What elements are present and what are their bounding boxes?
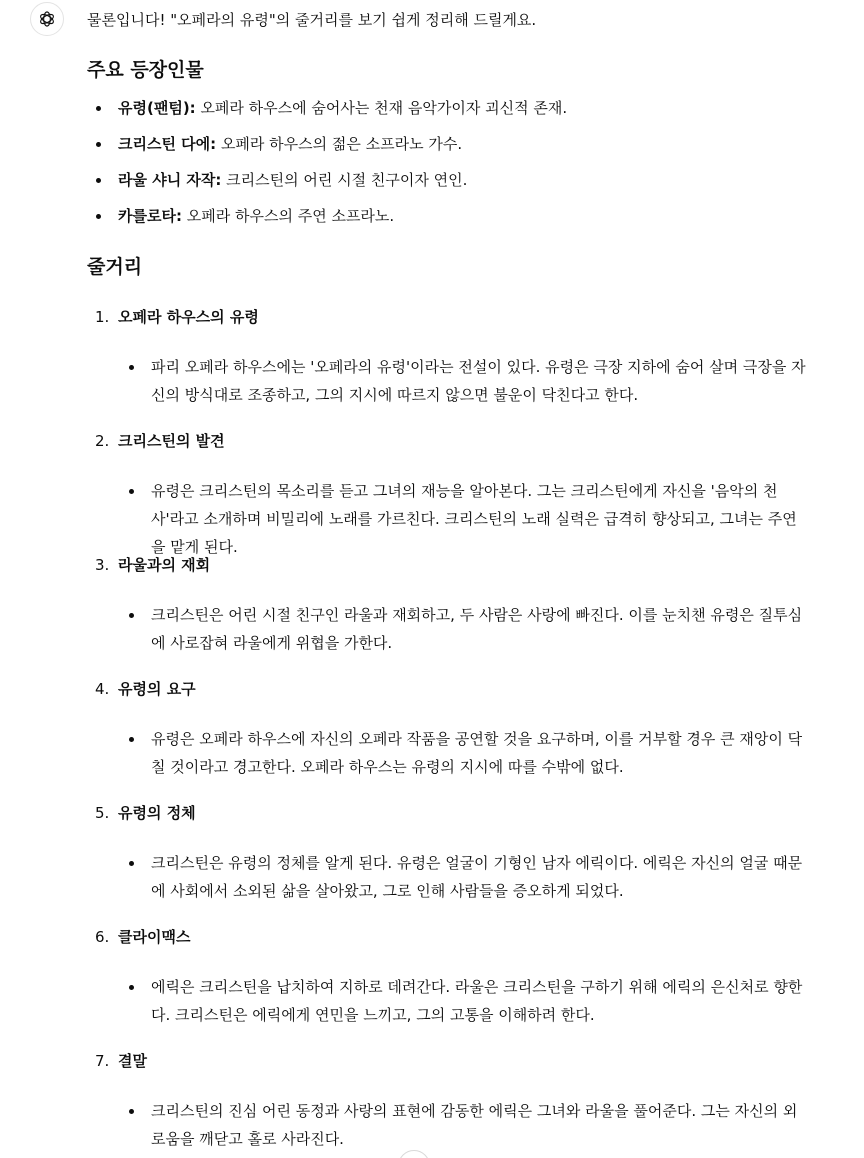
plot-item-text: 파리 오페라 하우스에는 '오페라의 유령'이라는 전설이 있다. 유령은 극장 지하에 숨어 살며 극장을 자신의 방식대로 조종하고, 그의 지시에 따르지 않으면 불운이 닥친다고 한다. [87, 353, 807, 409]
plot-item-title-text: 크리스틴의 발견 [118, 432, 225, 450]
plot-item-title [87, 305, 807, 329]
plot-item-number: 4. [95, 680, 110, 698]
character-desc: 오페라 하우스의 젊은 소프라노 가수. [216, 135, 463, 153]
characters-heading: 주요 등장인물 [87, 59, 204, 81]
plot-item-title [87, 677, 807, 701]
plot-item [87, 925, 807, 1049]
character-name: 카를로타: [118, 207, 182, 225]
plot-item-title-text: 라울과의 재회 [118, 556, 211, 574]
character-name: 유령(팬텀): [118, 99, 196, 117]
plot-item-title-text: 유령의 요구 [118, 680, 196, 698]
plot-item-number: 2. [95, 432, 110, 450]
plot-item-title [87, 801, 807, 825]
plot-item [87, 305, 807, 429]
plot-item-text: 유령은 오페라 하우스에 자신의 오페라 작품을 공연할 것을 요구하며, 이를 거부할 경우 큰 재앙이 닥칠 것이라고 경고한다. 오페라 하우스는 유령의 지시에 따를 수밖에 없다. [87, 725, 807, 781]
plot-list [87, 305, 807, 1148]
character-item [87, 204, 567, 240]
plot-item-title-text: 유령의 정체 [118, 804, 196, 822]
plot-item-text: 크리스틴은 유령의 정체를 알게 된다. 유령은 얼굴이 기형인 남자 에릭이다. 에릭은 자신의 얼굴 때문에 사회에서 소외된 삶을 살아왔고, 그로 인해 사람들을 증오하게 되었다. [87, 849, 807, 905]
plot-item-title [87, 925, 807, 949]
plot-heading: 줄거리 [87, 256, 143, 278]
openai-logo-icon [37, 9, 57, 29]
character-desc: 오페라 하우스의 주연 소프라노. [181, 207, 395, 225]
plot-item [87, 801, 807, 925]
plot-item-number: 5. [95, 804, 110, 822]
plot-item-number: 7. [95, 1052, 110, 1070]
plot-item-text: 유령은 크리스틴의 목소리를 듣고 그녀의 재능을 알아본다. 그는 크리스틴에게 자신을 '음악의 천사'라고 소개하며 비밀리에 노래를 가르친다. 크리스틴의 노래 실력은 급격히 향상되고, 그녀는 주연을 맡게 된다. [87, 477, 807, 561]
plot-item-title [87, 1049, 807, 1073]
plot-item-text: 에릭은 크리스틴을 납치하여 지하로 데려간다. 라울은 크리스틴을 구하기 위해 에릭의 은신처로 향한다. 크리스틴은 에릭에게 연민을 느끼고, 그의 고통을 이해하려 한다. [87, 973, 807, 1029]
plot-item-text: 크리스틴의 진심 어린 동정과 사랑의 표현에 감동한 에릭은 그녀와 라울을 풀어준다. 그는 자신의 외로움을 깨닫고 홀로 사라진다. [87, 1097, 807, 1153]
character-name: 크리스틴 다에: [118, 135, 217, 153]
plot-item-title [87, 429, 807, 453]
character-desc: 크리스틴의 어린 시절 친구이자 연인. [221, 171, 468, 189]
character-desc: 오페라 하우스에 숨어사는 천재 음악가이자 괴신적 존재. [195, 99, 568, 117]
plot-item-number: 3. [95, 556, 110, 574]
plot-item-text: 크리스틴은 어린 시절 친구인 라울과 재회하고, 두 사람은 사랑에 빠진다. 이를 눈치챈 유령은 질투심에 사로잡혀 라울에게 위협을 가한다. [87, 601, 807, 657]
plot-item-number: 6. [95, 928, 110, 946]
plot-item-title-text: 클라이맥스 [118, 928, 191, 946]
assistant-avatar [30, 2, 64, 36]
plot-item [87, 553, 807, 677]
plot-item-title-text: 오페라 하우스의 유령 [118, 308, 259, 326]
plot-item-title [87, 553, 807, 577]
intro-text: 물론입니다! "오페라의 유령"의 줄거리를 보기 쉽게 정리해 드릴게요. [87, 11, 537, 29]
plot-item-number: 1. [95, 308, 110, 326]
character-item [87, 132, 567, 168]
plot-item [87, 429, 807, 556]
plot-item [87, 1049, 807, 1148]
plot-item-title-text: 결말 [118, 1052, 147, 1070]
character-item [87, 168, 567, 204]
character-item [87, 96, 567, 132]
characters-list [87, 96, 567, 240]
character-name: 라울 샤니 자작: [118, 171, 222, 189]
plot-item [87, 677, 807, 801]
